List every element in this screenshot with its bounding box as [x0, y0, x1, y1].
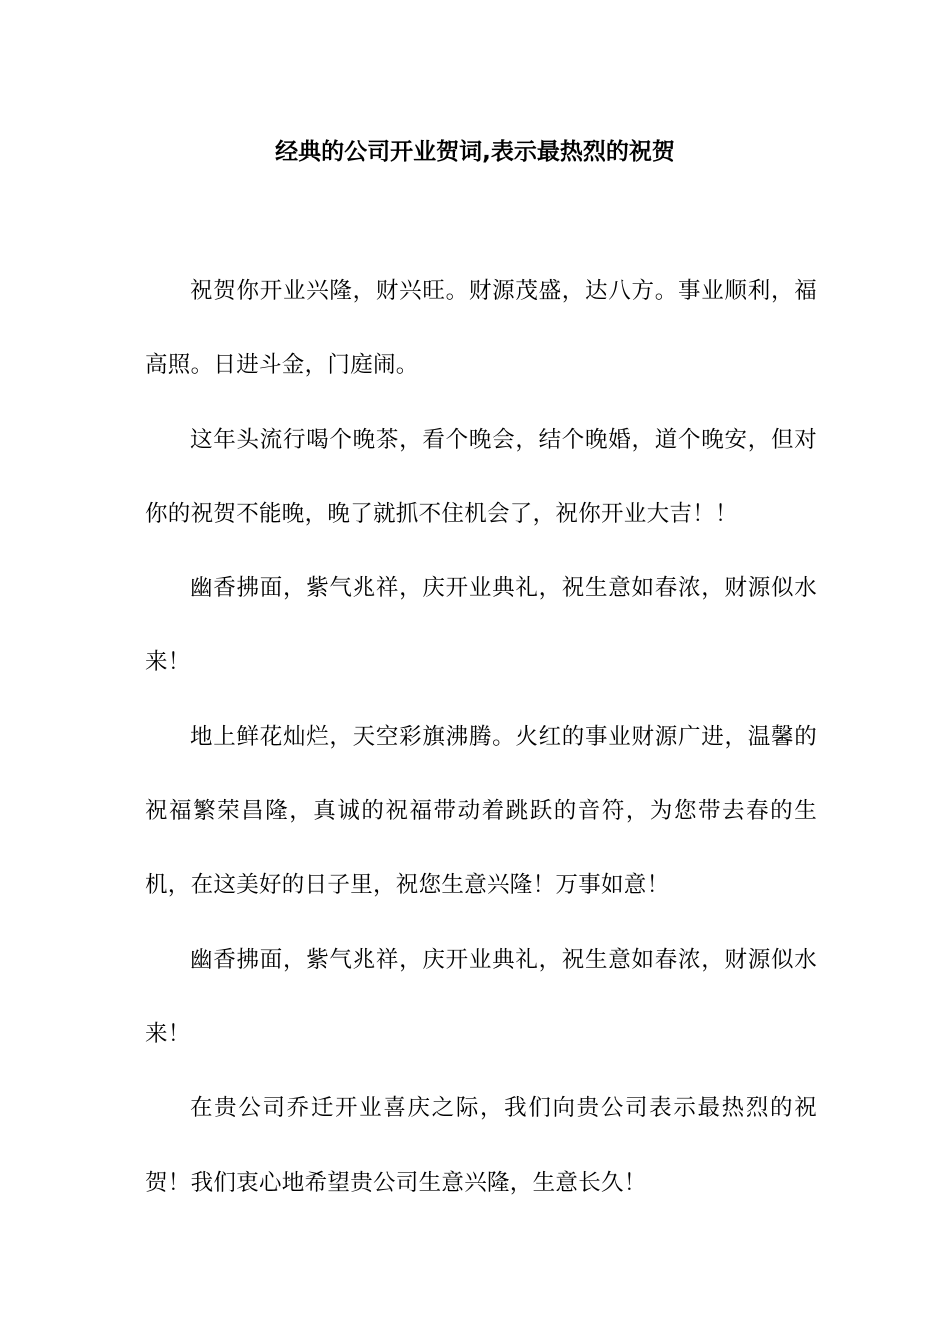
paragraph-3: 幽香拂面，紫气兆祥，庆开业典礼，祝生意如春浓，财源似水来！ — [145, 575, 817, 676]
paragraph-1: 祝贺你开业兴隆，财兴旺。财源茂盛，达八方。事业顺利，福高照。日进斗金，门庭闹。 — [145, 278, 817, 379]
document-body — [145, 254, 817, 1220]
paragraph-2: 这年头流行喝个晚茶，看个晚会，结个晚婚，道个晚安，但对你的祝贺不能晚，晚了就抓不住机会了，祝你开业大吉！！ — [145, 426, 817, 527]
document-title: 经典的公司开业贺词,表示最热烈的祝贺 — [275, 139, 675, 165]
paragraph-6: 在贵公司乔迁开业喜庆之际，我们向贵公司表示最热烈的祝贺！我们衷心地希望贵公司生意兴隆，生意长久！ — [145, 1095, 817, 1196]
paragraph-5: 幽香拂面，紫气兆祥，庆开业典礼，祝生意如春浓，财源似水来！ — [145, 946, 817, 1047]
paragraph-4: 地上鲜花灿烂，天空彩旗沸腾。火红的事业财源广进，温馨的祝福繁荣昌隆，真诚的祝福带动着跳跃的音符，为您带去春的生机，在这美好的日子里，祝您生意兴隆！万事如意！ — [145, 723, 817, 899]
